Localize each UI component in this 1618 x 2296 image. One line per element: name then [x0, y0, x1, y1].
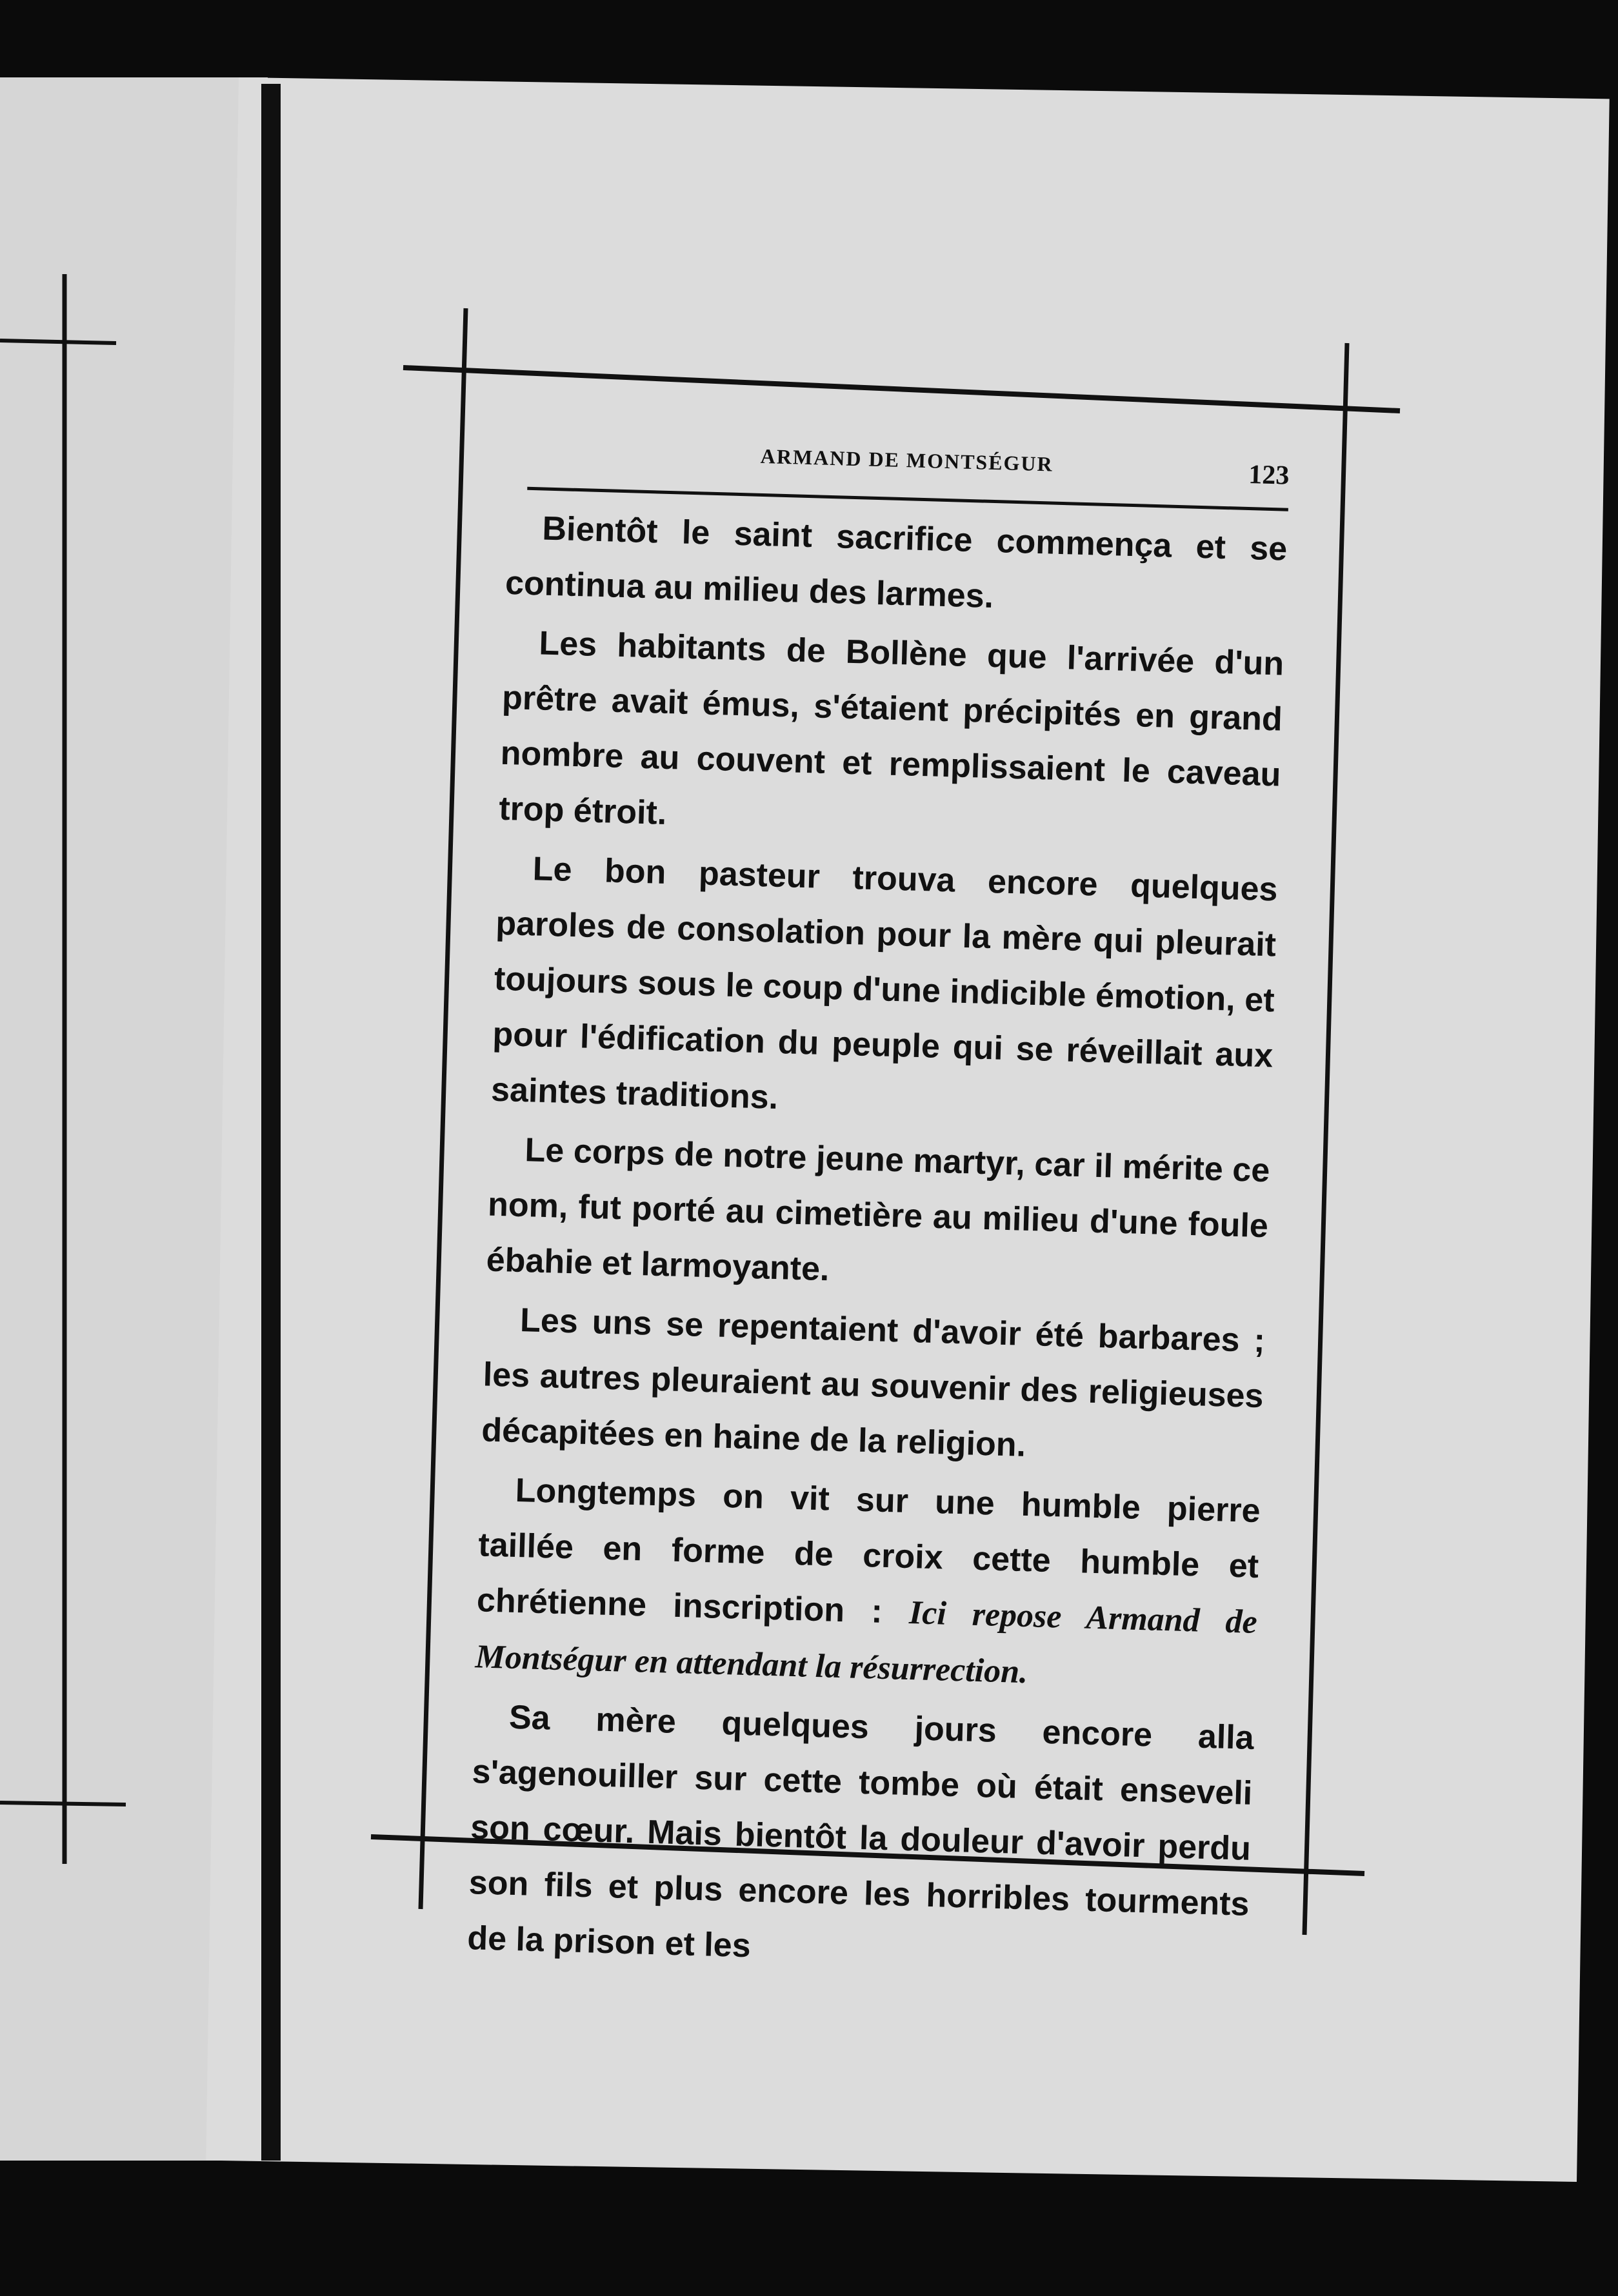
paragraph: Les uns se repentaient d'avoir été barbares ; les autres pleuraient au souvenir des religieuses décapitées en haine de la religion.: [481, 1301, 1266, 1464]
left-page-top-rule: [0, 341, 116, 343]
paragraph: Bientôt le saint sacrifice commença et se continua au milieu des larmes.: [504, 510, 1288, 616]
paragraph: Le bon pasteur trouva encore quelques paroles de consolation pour la mère qui pleurait toujours sous le coup d'une indicible émotion, et pour l'édification du peuple qui se réveillait aux saintes traditions.: [490, 850, 1279, 1117]
paragraph: Les habitants de Bollène que l'arrivée d'un prêtre avait émus, s'étaient précipités en grand nombre au couvent et remplissaient le caveau trop étroit.: [498, 624, 1284, 833]
frame-left-rule: [421, 308, 466, 1909]
paragraph: Sa mère quelques jours encore alla s'agenouiller sur cette tombe où était enseveli son cœur. Mais bientôt la douleur d'avoir perdu son fils et plus encore les horribles tourments de la prison et les: [466, 1698, 1255, 1965]
frame-top-rule: [403, 368, 1400, 411]
page-content: [466, 426, 1290, 1992]
running-head-title: ARMAND DE MONTSÉGUR: [760, 444, 1054, 476]
frame-right-rule: [1304, 343, 1347, 1935]
paragraph: Le corps de notre jeune martyr, car il mérite ce nom, fut porté au cimetière au milieu d'une foule ébahie et larmoyante.: [486, 1131, 1271, 1289]
page-number: 123: [1248, 460, 1290, 491]
body-text: [466, 500, 1288, 1988]
paragraph: Longtemps on vit sur une humble pierre taillée en forme de croix cette humble et chrétienne inscription : Ici repose Armand de Montségur en attendant la résurrection.: [474, 1471, 1261, 1691]
epitaph-inscription: Ici repose Armand de Montségur en attendant la résurrection.: [474, 1594, 1258, 1691]
left-page-bottom-rule: [0, 1803, 126, 1805]
